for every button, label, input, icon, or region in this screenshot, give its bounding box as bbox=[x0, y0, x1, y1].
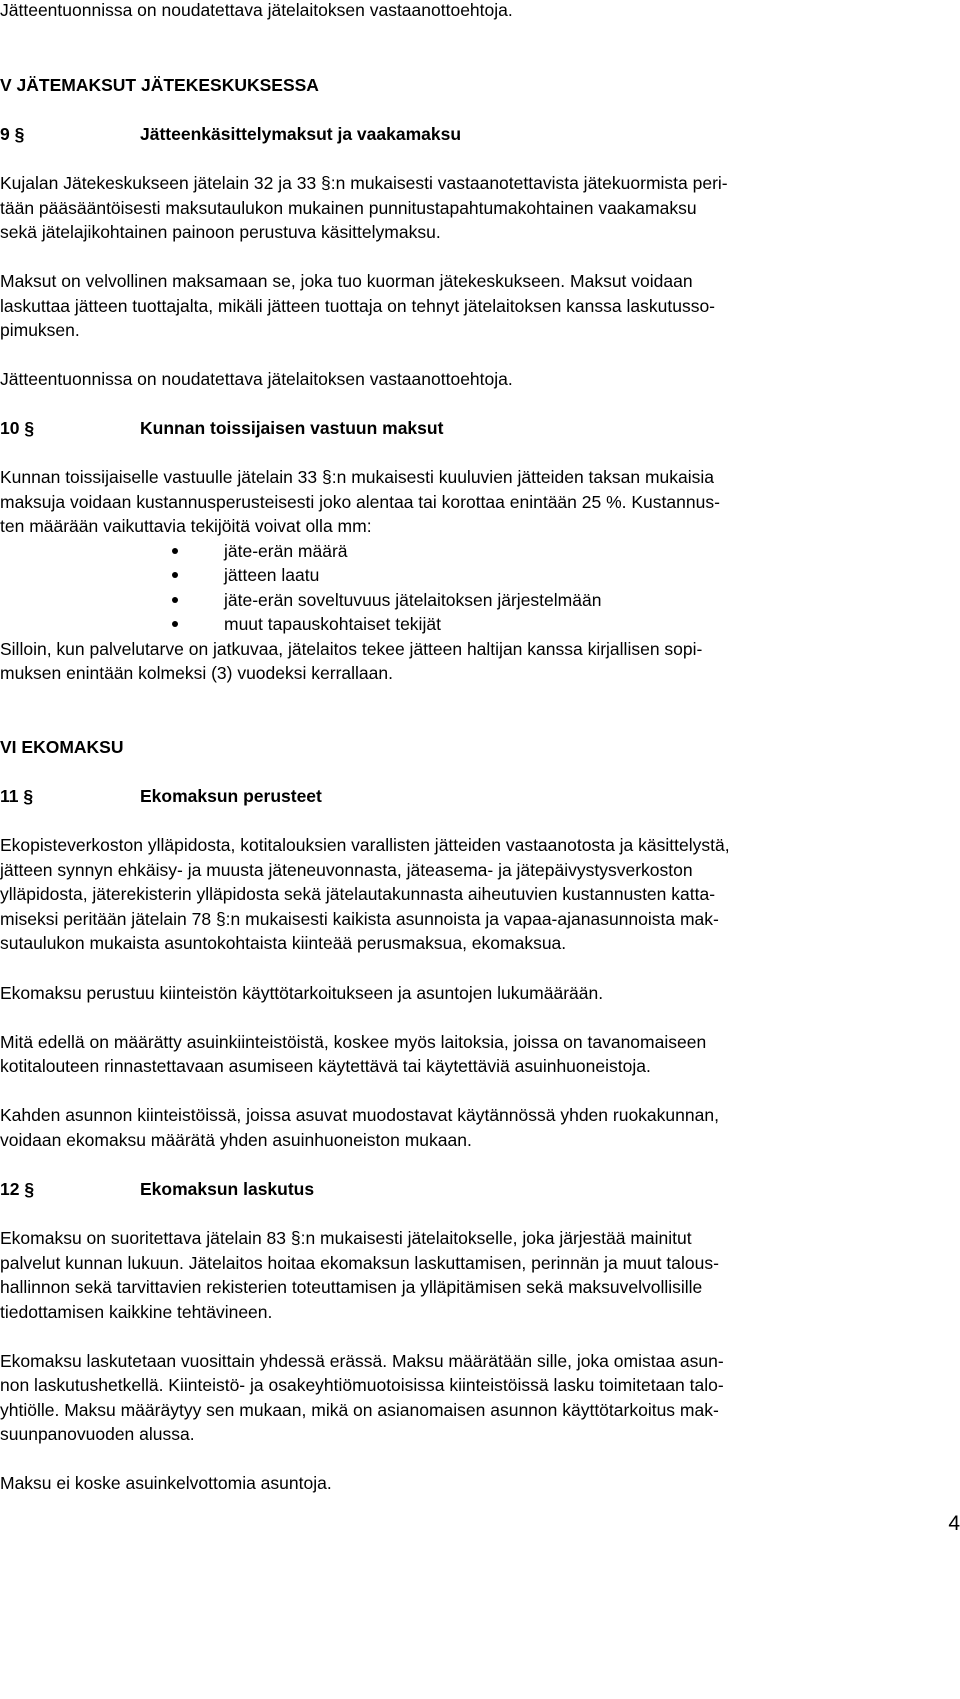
section-12-number: 12 § bbox=[0, 1179, 35, 1199]
s11-p1-line-3: ylläpidosta, jäterekisterin ylläpidosta sekä jätelautakunnasta aiheutuvien kustannusten katta- bbox=[0, 884, 716, 904]
s12-p1-line-1: Ekomaksu on suoritettava jätelain 83 §:n mukaisesti jätelaitokselle, joka järjestää mainitut bbox=[0, 1228, 692, 1248]
bullet-icon bbox=[172, 621, 178, 627]
s9-p1-line-3: sekä jätelajikohtainen painoon perustuva käsittelymaksu. bbox=[0, 222, 441, 242]
s11-p1-line-5: sutaulukon mukaista asuntokohtaista kiinteää perusmaksua, ekomaksua. bbox=[0, 933, 567, 953]
section-9-title: Jätteenkäsittelymaksut ja vaakamaksu bbox=[140, 124, 462, 144]
s9-p2-line-2: laskuttaa jätteen tuottajalta, mikäli jätteen tuottaja on tehnyt jätelaitoksen kanssa laskutusso- bbox=[0, 296, 716, 316]
s12-p3: Maksu ei koske asuinkelvottomia asuntoja. bbox=[0, 1473, 332, 1493]
section-9-number: 9 § bbox=[0, 124, 25, 144]
s10-p2-line-2: muksen enintään kolmeksi (3) vuodeksi kerrallaan. bbox=[0, 663, 393, 683]
section-12-title: Ekomaksun laskutus bbox=[140, 1179, 315, 1199]
section-11-heading bbox=[0, 783, 600, 809]
s11-p1-line-1: Ekopisteverkoston ylläpidosta, kotitalouksien varallisten jätteiden vastaanotosta ja käsittelystä, bbox=[0, 835, 730, 855]
s10-p1-line-1: Kunnan toissijaiselle vastuulle jätelain 33 §:n mukaisesti kuuluvien jätteiden taksan mukaisia bbox=[0, 467, 715, 487]
s12-p2-line-4: suunpanovuoden alussa. bbox=[0, 1424, 195, 1444]
s10-p1-line-3: ten määrään vaikuttavia tekijöitä voivat olla mm: bbox=[0, 516, 372, 536]
s12-p1-line-2: palvelut kunnan lukuun. Jätelaitos hoitaa ekomaksun laskuttamisen, perinnän ja muut talous- bbox=[0, 1253, 719, 1273]
s12-p2-line-1: Ekomaksu laskutetaan vuosittain yhdessä erässä. Maksu määrätään sille, joka omistaa asun- bbox=[0, 1351, 724, 1371]
s11-p1-line-4: miseksi peritään jätelain 78 §:n mukaisesti kaikista asunnoista ja vapaa-ajanasunnoista mak- bbox=[0, 909, 719, 929]
s12-p1-line-4: tiedottamisen kaikkine tehtävineen. bbox=[0, 1302, 273, 1322]
s11-p4-line-2: voidaan ekomaksu määrätä yhden asuinhuoneiston mukaan. bbox=[0, 1130, 472, 1150]
section-10-title: Kunnan toissijaisen vastuun maksut bbox=[140, 418, 444, 438]
s9-p2-line-1: Maksut on velvollinen maksamaan se, joka tuo kuorman jätekeskukseen. Maksut voidaan bbox=[0, 271, 693, 291]
section-11-title: Ekomaksun perusteet bbox=[140, 786, 322, 806]
s9-p1-line-1: Kujalan Jätekeskukseen jätelain 32 ja 33 §:n mukaisesti vastaanotettavista jätekuormista peri- bbox=[0, 173, 728, 193]
s11-p3-line-1: Mitä edellä on määrätty asuinkiinteistöistä, koskee myös laitoksia, joissa on tavanomaiseen bbox=[0, 1032, 707, 1052]
section-10-number: 10 § bbox=[0, 418, 35, 438]
s10-bullet-4: muut tapauskohtaiset tekijät bbox=[224, 614, 441, 634]
s12-p2-line-3: yhtiölle. Maksu määräytyy sen mukaan, mikä on asianomaisen asunnon käyttötarkoitus mak- bbox=[0, 1400, 719, 1420]
s11-p1-line-2: jätteen synnyn ehkäisy- ja muusta jäteneuvonnasta, jäteasema- ja jätepäivystysverkoston bbox=[0, 860, 693, 880]
page-number: 4 bbox=[948, 1512, 960, 1535]
bullet-icon bbox=[172, 548, 178, 554]
s10-bullet-2: jätteen laatu bbox=[224, 565, 320, 585]
s11-p3-line-2: kotitalouteen rinnastettavaan asumiseen käytettävä tai käytettäviä asuinhuoneistoja. bbox=[0, 1056, 651, 1076]
s10-p2-line-1: Silloin, kun palvelutarve on jatkuvaa, jätelaitos tekee jätteen haltijan kanssa kirjallisen sopi- bbox=[0, 639, 703, 659]
s12-p2-line-2: non laskutushetkellä. Kiinteistö- ja osakeyhtiömuotoisissa kiinteistöissä lasku toimitetaan talo- bbox=[0, 1375, 724, 1395]
s9-p2-line-3: pimuksen. bbox=[0, 320, 80, 340]
s10-bullet-1: jäte-erän määrä bbox=[224, 541, 348, 561]
s10-p1-line-2: maksuja voidaan kustannusperusteisesti joko alentaa tai korottaa enintään 25 %. Kustannus- bbox=[0, 492, 720, 512]
section-9-heading bbox=[0, 121, 600, 147]
s9-p3: Jätteentuonnissa on noudatettava jätelaitoksen vastaanottoehtoja. bbox=[0, 369, 513, 389]
chapter-vi-heading: VI EKOMAKSU bbox=[0, 737, 124, 757]
s11-p2: Ekomaksu perustuu kiinteistön käyttötarkoitukseen ja asuntojen lukumäärään. bbox=[0, 983, 604, 1003]
section-12-heading bbox=[0, 1176, 600, 1202]
bullet-icon bbox=[172, 572, 178, 578]
s9-p1-line-2: tään pääsääntöisesti maksutaulukon mukainen punnitustapahtumakohtainen vaakamaksu bbox=[0, 198, 697, 218]
section-10-heading bbox=[0, 415, 600, 441]
bullet-icon bbox=[172, 597, 178, 603]
chapter-v-heading: V JÄTEMAKSUT JÄTEKESKUKSESSA bbox=[0, 75, 319, 95]
s10-bullet-3: jäte-erän soveltuvuus jätelaitoksen järjestelmään bbox=[224, 590, 602, 610]
section-11-number: 11 § bbox=[0, 786, 34, 806]
s12-p1-line-3: hallinnon sekä tarvittavien rekisterien toteuttamisen ja ylläpitämisen sekä maksuvelvollisille bbox=[0, 1277, 703, 1297]
s11-p4-line-1: Kahden asunnon kiinteistöissä, joissa asuvat muodostavat käytännössä yhden ruokakunnan, bbox=[0, 1105, 719, 1125]
intro-line: Jätteentuonnissa on noudatettava jätelaitoksen vastaanottoehtoja. bbox=[0, 0, 513, 20]
